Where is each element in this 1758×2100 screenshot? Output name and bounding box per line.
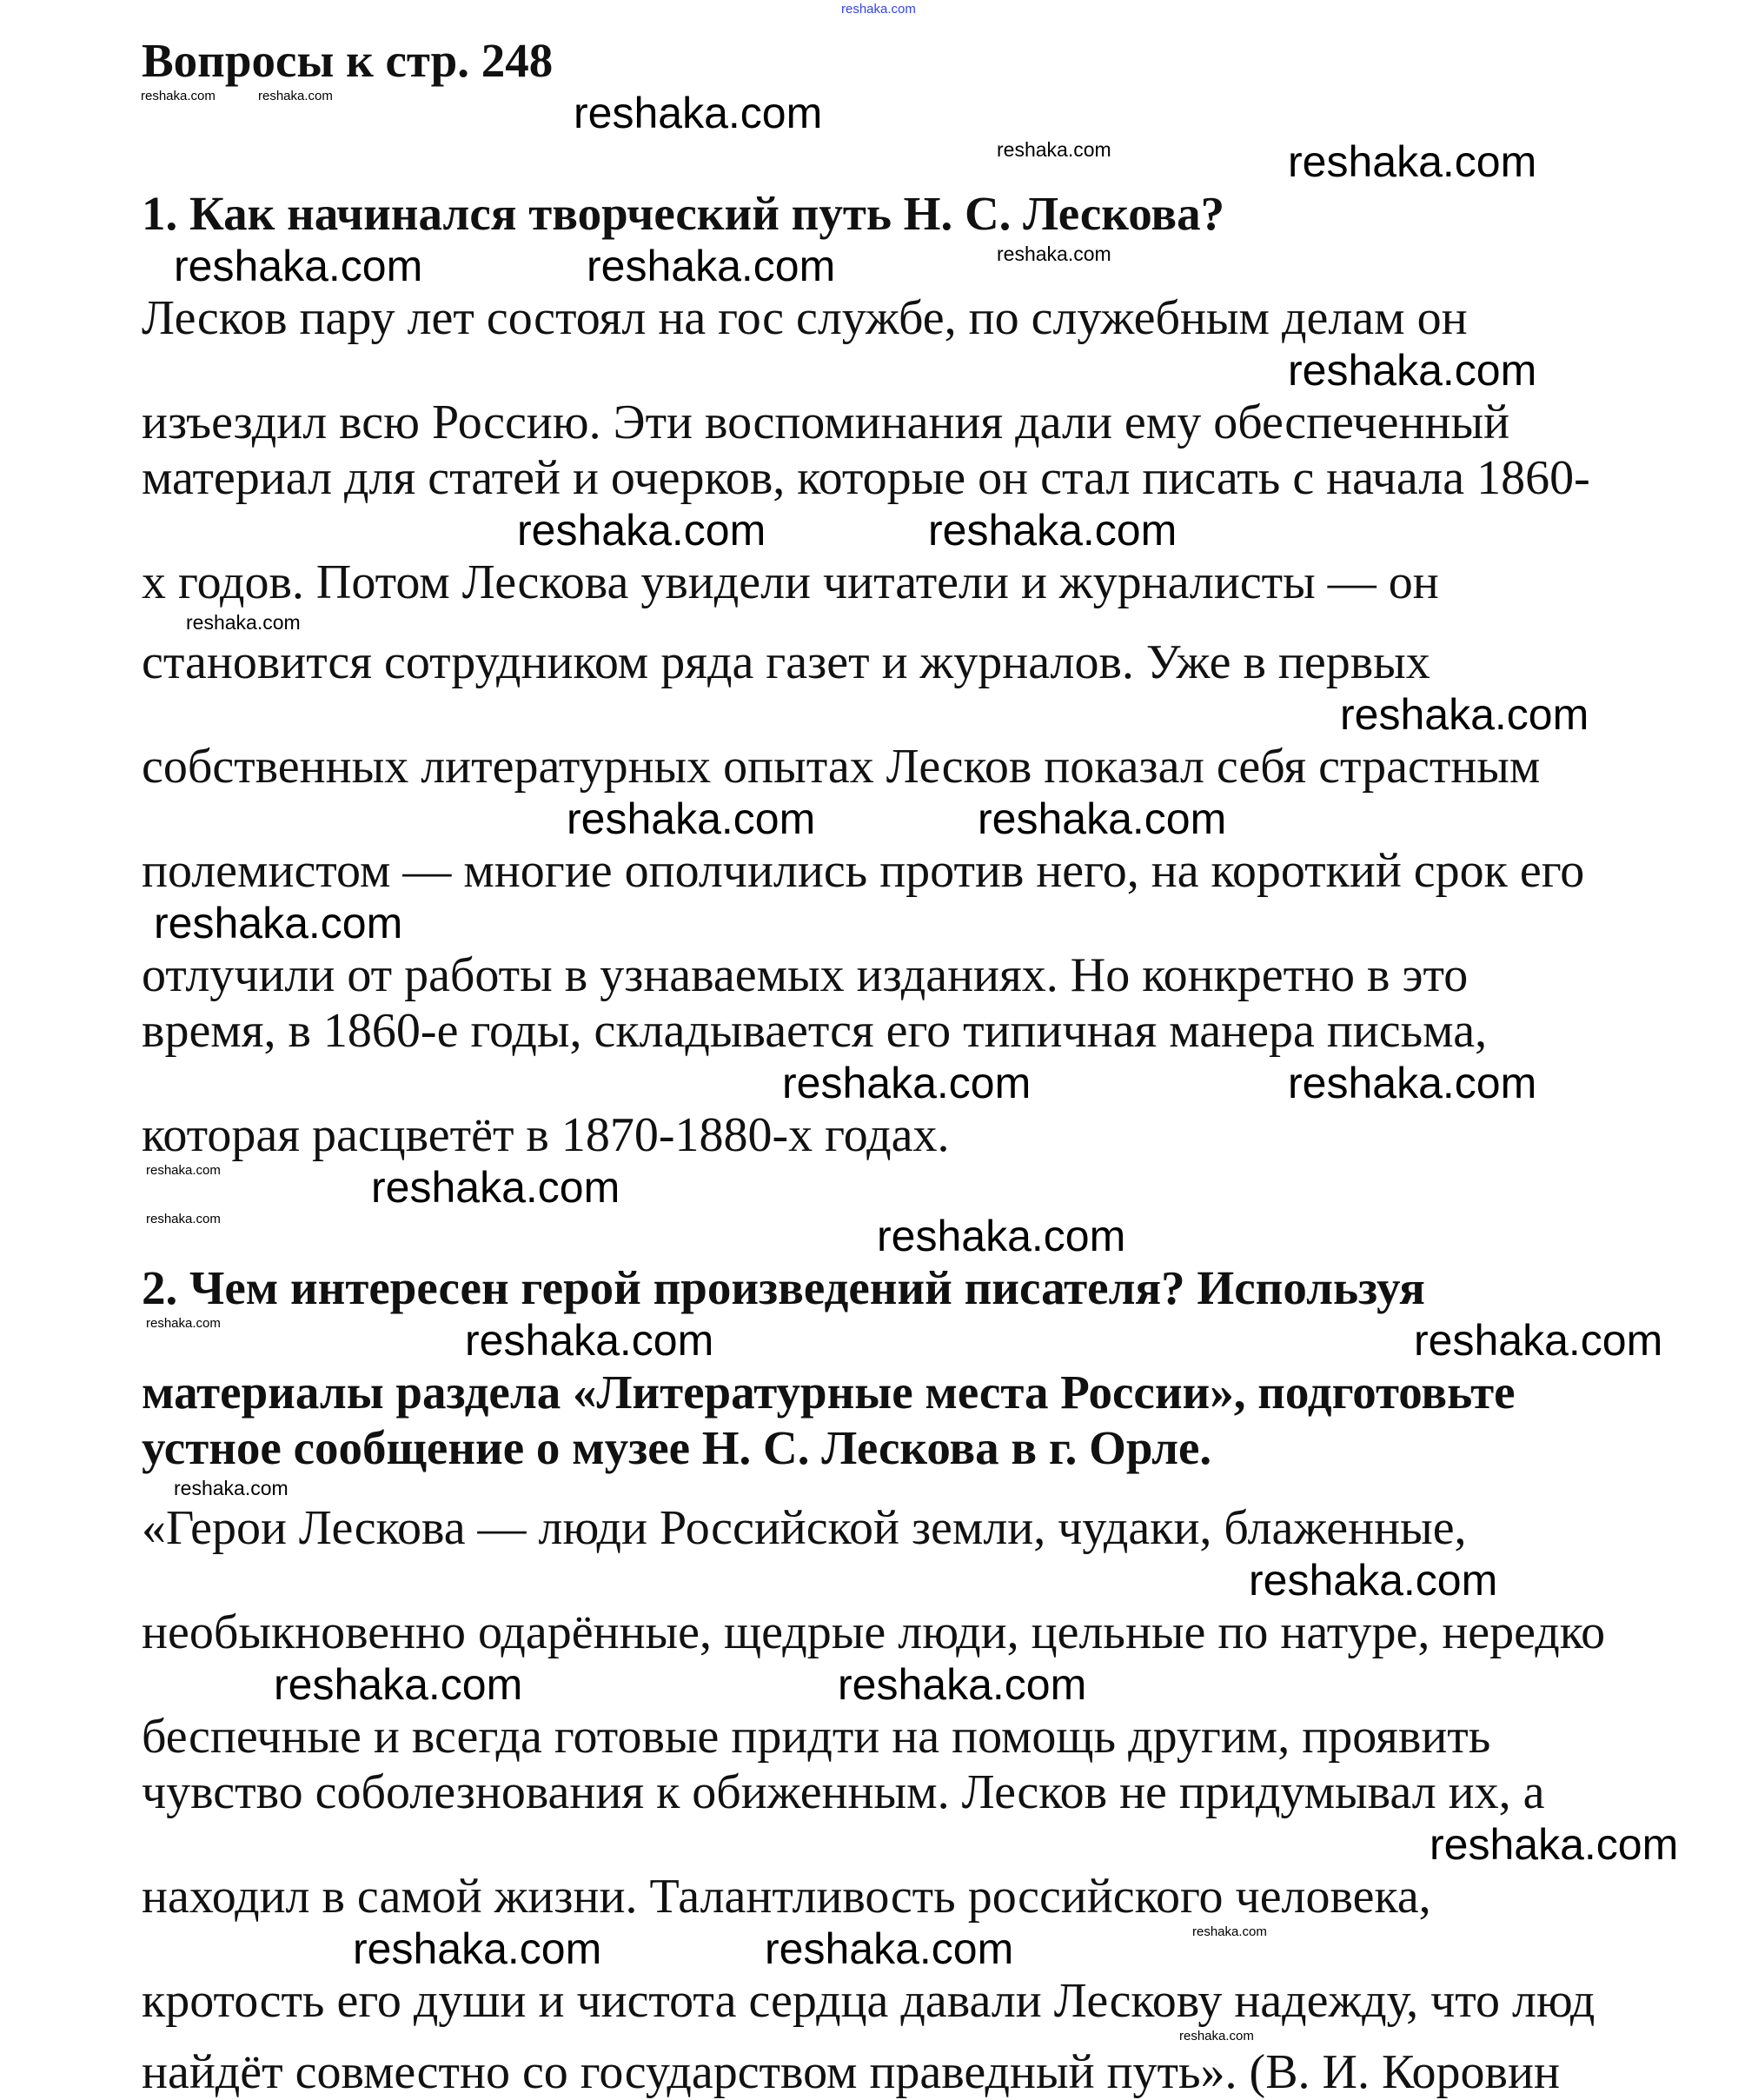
page-heading: Вопросы к стр. 248 <box>142 34 554 87</box>
watermark: reshaka.com <box>978 794 1227 843</box>
watermark: reshaka.com <box>1430 1820 1679 1869</box>
watermark: reshaka.com <box>186 611 301 634</box>
watermark: reshaka.com <box>782 1059 1032 1107</box>
watermark: reshaka.com <box>1288 1059 1537 1107</box>
watermark: reshaka.com <box>928 506 1178 555</box>
watermark: reshaka.com <box>174 1477 289 1499</box>
watermark: reshaka.com <box>465 1316 714 1365</box>
watermark: reshaka.com <box>1414 1316 1663 1365</box>
watermark: reshaka.com <box>567 794 816 843</box>
watermark: reshaka.com <box>517 506 766 555</box>
answer-1-line: полемистом — многие ополчились против него, на короткий срок его <box>142 844 1585 898</box>
watermark: reshaka.com <box>765 1924 1014 1973</box>
watermark: reshaka.com <box>353 1924 602 1973</box>
watermark: reshaka.com <box>1288 137 1537 186</box>
watermark: reshaka.com <box>146 1316 221 1331</box>
watermark: reshaka.com <box>274 1660 523 1709</box>
answer-2-line: беспечные и всегда готовые придти на помощь другим, проявить <box>142 1710 1491 1764</box>
answer-1-line: Лесков пару лет состоял на гос службе, по служебным делам он <box>142 291 1468 345</box>
watermark: reshaka.com <box>997 243 1111 265</box>
answer-1-line: отлучили от работы в узнаваемых изданиях. Но конкретно в это <box>142 948 1469 1002</box>
answer-1-line: собственных литературных опытах Лесков показал себя страстным <box>142 740 1541 794</box>
question-2-line: 2. Чем интересен герой произведений писателя? Используя <box>142 1261 1425 1314</box>
answer-1-line: время, в 1860-е годы, складывается его типичная манера письма, <box>142 1004 1488 1058</box>
watermark: reshaka.com <box>1192 1924 1267 1939</box>
watermark: reshaka.com <box>371 1163 620 1212</box>
watermark: reshaka.com <box>1179 2029 1254 2044</box>
question-2-line: материалы раздела «Литературные места России», подготовьте <box>142 1366 1516 1419</box>
watermark: reshaka.com <box>1340 690 1589 739</box>
watermark: reshaka.com <box>174 242 423 290</box>
watermark: reshaka.com <box>154 899 403 947</box>
answer-1-line: материал для статей и очерков, которые он стал писать с начала 1860- <box>142 451 1590 505</box>
answer-1-line: становится сотрудником ряда газет и журналов. Уже в первых <box>142 635 1430 689</box>
answer-2-line: найдёт совместно со государством праведный путь». (В. И. Коровин <box>142 2045 1560 2099</box>
watermark: reshaka.com <box>841 2 916 17</box>
answer-1-line: х годов. Потом Лескова увидели читатели и журналисты — он <box>142 555 1439 609</box>
watermark: reshaka.com <box>1288 346 1537 395</box>
watermark: reshaka.com <box>146 1212 221 1226</box>
watermark: reshaka.com <box>877 1212 1126 1260</box>
watermark: reshaka.com <box>258 89 333 103</box>
answer-2-line: «Герои Лескова — люди Российской земли, чудаки, блаженные, <box>142 1501 1467 1555</box>
question-1: 1. Как начинался творческий путь Н. С. Лескова? <box>142 187 1225 240</box>
answer-1-line: которая расцветёт в 1870-1880-х годах. <box>142 1108 950 1162</box>
watermark: reshaka.com <box>997 138 1111 161</box>
answer-1-line: изъездил всю Россию. Эти воспоминания дали ему обеспеченный <box>142 395 1510 449</box>
answer-2-line: кротость его души и чистота сердца давали Лескову надежду, что люд <box>142 1974 1595 2028</box>
watermark: reshaka.com <box>587 242 836 290</box>
answer-2-line: чувство соболезнования к обиженным. Лесков не придумывал их, а <box>142 1765 1545 1819</box>
watermark: reshaka.com <box>574 89 823 137</box>
question-2-line: устное сообщение о музее Н. С. Лескова в г. Орле. <box>142 1421 1212 1474</box>
answer-2-line: необыкновенно одарённые, щедрые люди, цельные по натуре, нередко <box>142 1605 1606 1659</box>
watermark: reshaka.com <box>1249 1556 1498 1605</box>
watermark: reshaka.com <box>146 1163 221 1178</box>
watermark: reshaka.com <box>838 1660 1087 1709</box>
answer-2-line: находил в самой жизни. Талантливость российского человека, <box>142 1870 1431 1924</box>
watermark: reshaka.com <box>141 89 216 103</box>
